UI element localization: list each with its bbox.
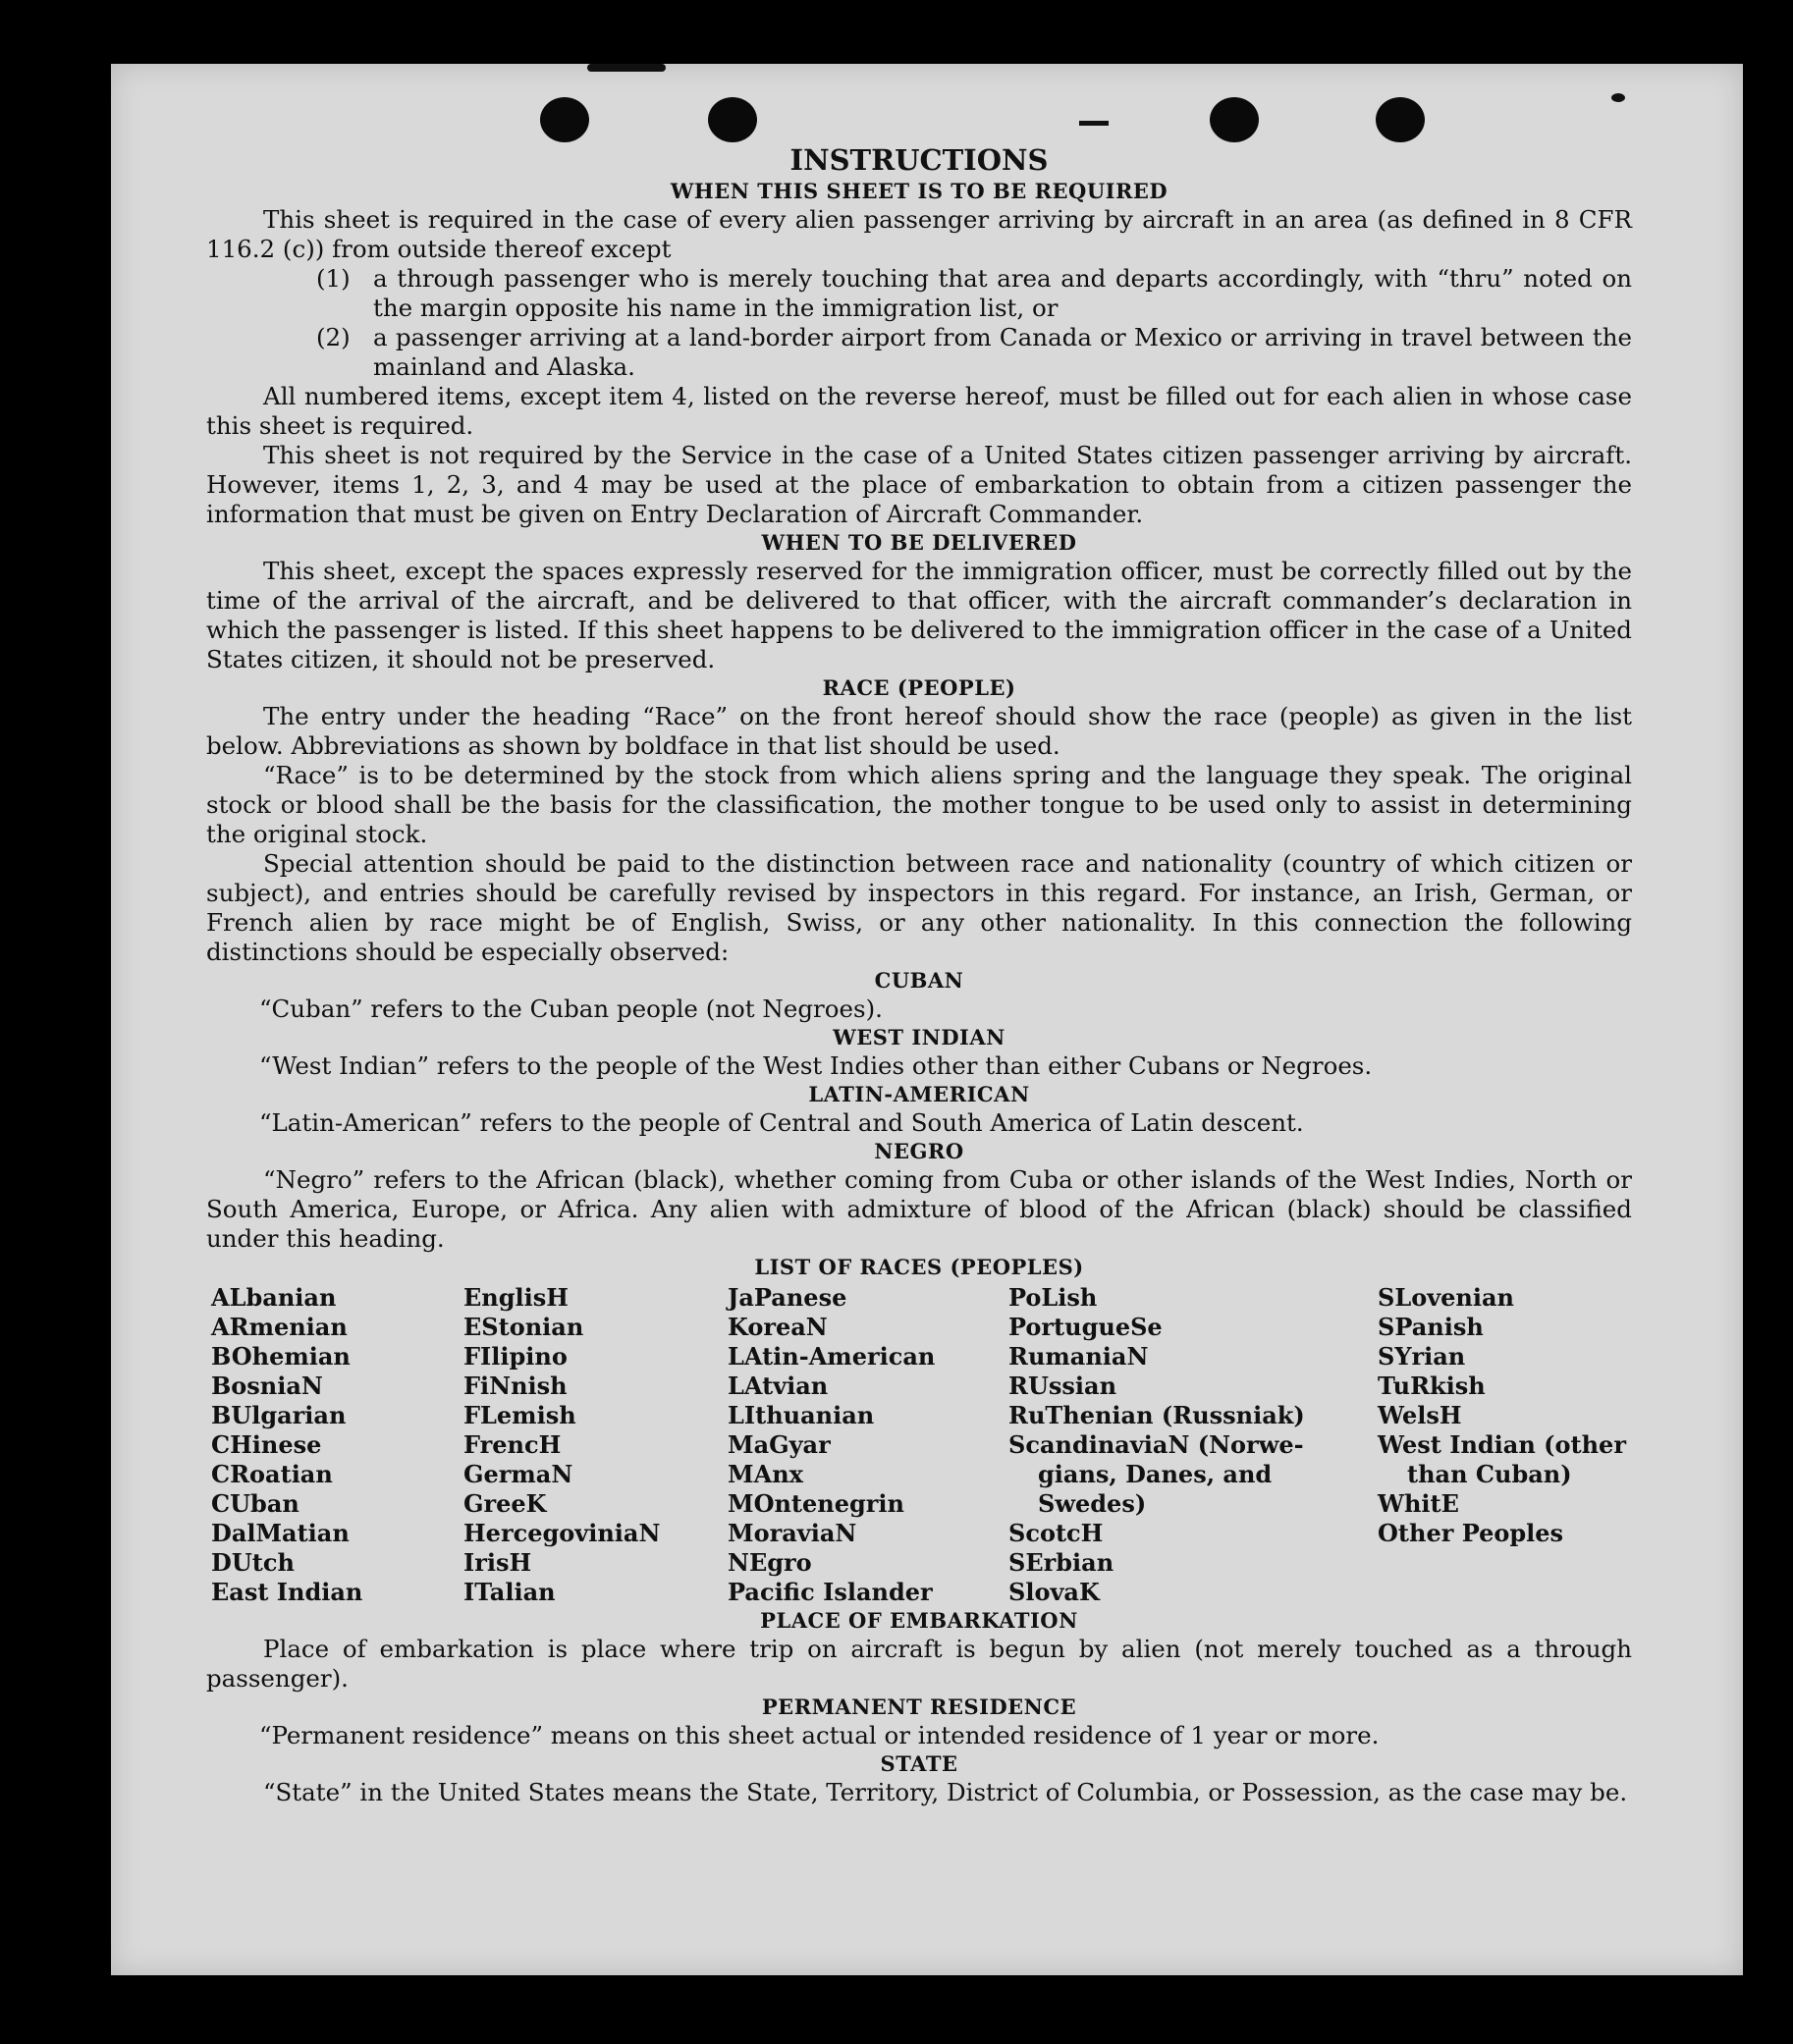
item-text: a passenger arriving at a land-border airport from Canada or Mexico or arriving in travel between the mainland and Alaska. bbox=[373, 323, 1632, 381]
heading-when-delivered: WHEN TO BE DELIVERED bbox=[761, 530, 1077, 555]
paragraph: “Negro” refers to the African (black), whether coming from Cuba or other islands of the West Indies, North or South America, Europe, or Africa. Any alien with admixture of blood of the African (black) should be classified under this heading. bbox=[206, 1165, 1632, 1253]
paragraph: “Permanent residence” means on this sheet actual or intended residence of 1 year or more. bbox=[259, 1721, 1380, 1749]
page-title: INSTRUCTIONS bbox=[789, 143, 1049, 177]
race-entry: FIlipino bbox=[463, 1342, 568, 1371]
paragraph: “Cuban” refers to the Cuban people (not Negroes). bbox=[259, 995, 883, 1023]
paragraph: All numbered items, except item 4, listed on the reverse hereof, must be filled out for each alien in whose case this sheet is required. bbox=[206, 382, 1632, 440]
race-entry: LIthuanian bbox=[728, 1401, 875, 1429]
list-item bbox=[316, 323, 1632, 382]
race-entry: BUlgarian bbox=[211, 1401, 347, 1429]
race-entry: SPanish bbox=[1378, 1313, 1484, 1341]
punch-hole-1 bbox=[540, 97, 589, 142]
race-entry: NEgro bbox=[728, 1548, 812, 1577]
race-entry: SlovaK bbox=[1008, 1578, 1100, 1606]
heading-permanent-residence: PERMANENT RESIDENCE bbox=[761, 1694, 1077, 1719]
race-entry: HercegoviniaN bbox=[463, 1519, 661, 1547]
race-entry: BOhemian bbox=[211, 1342, 351, 1371]
race-entry: MOntenegrin bbox=[728, 1489, 904, 1518]
race-entry: PoLish bbox=[1008, 1283, 1098, 1312]
race-entry: EStonian bbox=[463, 1313, 584, 1341]
race-entry: WelsH bbox=[1378, 1401, 1462, 1429]
race-entry: East Indian bbox=[211, 1578, 363, 1606]
paragraph: This sheet is not required by the Service in the case of a United States citizen passenger arriving by aircraft. However, items 1, 2, 3, and 4 may be used at the place of embarkation to obtain from a citizen passenger the information that must be given on Entry Declaration of Aircraft Commander. bbox=[206, 441, 1632, 528]
race-entry: RumaniaN bbox=[1008, 1342, 1149, 1371]
race-entry: DUtch bbox=[211, 1548, 295, 1577]
race-entry: SLovenian bbox=[1378, 1283, 1514, 1312]
race-entry: ScandinaviaN (Norwe- bbox=[1008, 1430, 1304, 1459]
race-entry: DalMatian bbox=[211, 1519, 350, 1547]
race-entry: MoraviaN bbox=[728, 1519, 857, 1547]
heading-latin-american: LATIN-AMERICAN bbox=[808, 1082, 1030, 1106]
race-list bbox=[206, 1283, 1632, 1607]
punch-hole-3 bbox=[1210, 97, 1259, 142]
punch-hole-4 bbox=[1376, 97, 1425, 142]
scan-blemish bbox=[1079, 121, 1109, 126]
race-entry: EnglisH bbox=[463, 1283, 569, 1312]
race-column-5 bbox=[1378, 1283, 1626, 1548]
race-column-4 bbox=[1008, 1283, 1305, 1607]
instructions-content bbox=[206, 142, 1632, 1807]
race-entry: MAnx bbox=[728, 1460, 803, 1488]
race-column-3 bbox=[728, 1283, 935, 1607]
punch-hole-2 bbox=[708, 97, 757, 142]
paragraph: Special attention should be paid to the distinction between race and nationality (country of which citizen or subject), and entries should be carefully revised by inspectors in this regard. For instance, an Irish, German, or French alien by race might be of English, Swiss, or any other nationality. In this connection the following distinctions should be especially observed: bbox=[206, 849, 1632, 966]
race-entry: Other Peoples bbox=[1378, 1519, 1564, 1547]
race-entry: WhitE bbox=[1378, 1489, 1459, 1518]
race-entry: than Cuban) bbox=[1407, 1460, 1572, 1488]
scan-blemish bbox=[587, 64, 666, 72]
scan-blemish bbox=[1611, 93, 1625, 102]
item-number: (1) bbox=[316, 264, 351, 293]
race-entry: SYrian bbox=[1378, 1342, 1466, 1371]
list-item bbox=[316, 264, 1632, 323]
race-entry: ARmenian bbox=[211, 1313, 348, 1341]
race-entry: MaGyar bbox=[728, 1430, 831, 1459]
race-entry: CUban bbox=[211, 1489, 299, 1518]
race-entry: RUssian bbox=[1008, 1372, 1117, 1400]
paragraph: “West Indian” refers to the people of the West Indies other than either Cubans or Negroes. bbox=[259, 1051, 1373, 1080]
race-entry: ITalian bbox=[463, 1578, 556, 1606]
race-entry: ScotcH bbox=[1008, 1519, 1104, 1547]
race-column-1 bbox=[211, 1283, 362, 1607]
race-entry: LAtin-American bbox=[728, 1342, 936, 1371]
document-sheet bbox=[111, 64, 1743, 1975]
heading-negro: NEGRO bbox=[874, 1139, 964, 1163]
paragraph: This sheet is required in the case of every alien passenger arriving by aircraft in an area (as defined in 8 CFR 116.2 (c)) from outside thereof except bbox=[206, 205, 1632, 263]
race-entry: JaPanese bbox=[728, 1283, 847, 1312]
paragraph: Place of embarkation is place where trip on aircraft is begun by alien (not merely touched as a through passenger). bbox=[206, 1635, 1632, 1693]
heading-state: STATE bbox=[880, 1751, 958, 1776]
race-entry: RuThenian (Russniak) bbox=[1008, 1401, 1305, 1429]
heading-cuban: CUBAN bbox=[874, 968, 964, 993]
race-entry: ALbanian bbox=[211, 1283, 337, 1312]
race-entry: gians, Danes, and bbox=[1038, 1460, 1273, 1488]
heading-west-indian: WEST INDIAN bbox=[833, 1025, 1005, 1049]
paragraph: The entry under the heading “Race” on the front hereof should show the race (people) as given in the list below. Abbreviations as shown by boldface in that list should be used. bbox=[206, 702, 1632, 760]
race-column-2 bbox=[463, 1283, 660, 1607]
race-entry: FrencH bbox=[463, 1430, 562, 1459]
race-entry: GermaN bbox=[463, 1460, 573, 1488]
paragraph: “Race” is to be determined by the stock from which aliens spring and the language they speak. The original stock or blood shall be the basis for the classification, the mother tongue to be used only to assist in determining the original stock. bbox=[206, 761, 1632, 848]
race-entry: IrisH bbox=[463, 1548, 532, 1577]
race-entry: FiNnish bbox=[463, 1372, 568, 1400]
race-entry: West Indian (other bbox=[1378, 1430, 1626, 1459]
paragraph: This sheet, except the spaces expressly reserved for the immigration officer, must be correctly filled out by the time of the arrival of the aircraft, and be delivered to that officer, with the aircraft commander’s declaration in which the passenger is listed. If this sheet happens to be delivered to the immigration officer in the case of a United States citizen, it should not be preserved. bbox=[206, 557, 1632, 673]
race-entry: Swedes) bbox=[1038, 1489, 1147, 1518]
paragraph: “State” in the United States means the State, Territory, District of Columbia, or Possession, as the case may be. bbox=[263, 1778, 1628, 1806]
race-entry: PortugueSe bbox=[1008, 1313, 1163, 1341]
item-text: a through passenger who is merely touching that area and departs accordingly, with “thru” noted on the margin opposite his name in the immigration list, or bbox=[373, 264, 1632, 322]
race-entry: CHinese bbox=[211, 1430, 322, 1459]
heading-list-of-races: LIST OF RACES (PEOPLES) bbox=[754, 1255, 1084, 1279]
race-entry: BosniaN bbox=[211, 1372, 323, 1400]
paragraph: “Latin-American” refers to the people of Central and South America of Latin descent. bbox=[259, 1108, 1304, 1137]
race-entry: LAtvian bbox=[728, 1372, 829, 1400]
race-entry: CRoatian bbox=[211, 1460, 333, 1488]
item-number: (2) bbox=[316, 323, 351, 351]
heading-embarkation: PLACE OF EMBARKATION bbox=[760, 1608, 1078, 1633]
heading-race: RACE (PEOPLE) bbox=[822, 675, 1016, 700]
race-entry: Pacific Islander bbox=[728, 1578, 933, 1606]
heading-when-required: WHEN THIS SHEET IS TO BE REQUIRED bbox=[670, 179, 1168, 203]
race-entry: SErbian bbox=[1008, 1548, 1114, 1577]
race-entry: KoreaN bbox=[728, 1313, 828, 1341]
race-entry: FLemish bbox=[463, 1401, 576, 1429]
race-entry: TuRkish bbox=[1378, 1372, 1486, 1400]
race-entry: GreeK bbox=[463, 1489, 547, 1518]
